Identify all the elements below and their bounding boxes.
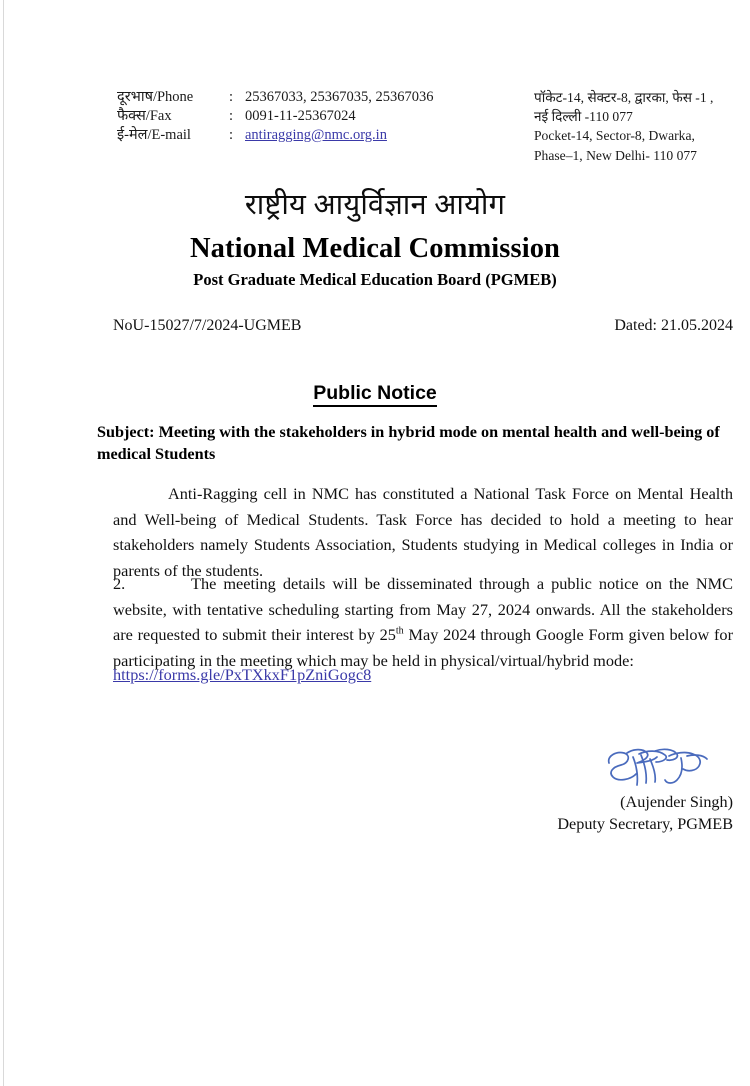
address-line-english-2: Phase–1, New Delhi- 110 077 [534, 147, 697, 163]
date-value: 21.05.2024 [661, 317, 733, 334]
paragraph-2-text-part-1: The meeting details will be disseminated through a public notice on the NMC website, with tentative scheduling starting from May 27, 2024 onwards. All the stakeholders are requested to submit their interest by 25 [113, 574, 733, 644]
subject-line: Subject: Meeting with the stakeholders in hybrid mode on mental health and well-being of medical Students [97, 423, 720, 463]
email-link[interactable]: antiragging@nmc.org.in [245, 127, 387, 143]
address-line-hindi-2: नई दिल्ली -110 077 [534, 109, 633, 125]
google-form-link[interactable]: https://forms.gle/PxTXkxF1pZniGogc8 [113, 665, 372, 684]
body-paragraph-1: Anti-Ragging cell in NMC has constituted a National Task Force on Mental Health and Well-being of Medical Students. Task Force has decided to hold a meeting to hear stakeholders namely Students Association, Students studying in Medical colleges in India or parents of the students. [113, 484, 733, 580]
paragraph-2-text-part-2: May 2024 through Google Form given below for participating in the meeting which may be held in physical/virtual/hybrid mode: [113, 625, 733, 670]
organization-title-hindi: राष्ट्रीय आयुर्विज्ञान आयोग [244, 189, 506, 221]
signature-block [433, 745, 733, 835]
contact-row-fax [117, 107, 434, 126]
page-title [0, 382, 750, 405]
signatory-name: (Aujender Singh) [620, 793, 733, 811]
ordinal-suffix: th [395, 625, 404, 637]
contact-details-table [117, 88, 434, 145]
office-address [534, 88, 713, 165]
address-line-english-1: Pocket-14, Sector-8, Dwarka, [534, 128, 695, 144]
date-label: Dated: [614, 317, 657, 334]
google-form-link-row [113, 663, 733, 686]
organization-title-english: National Medical Commission [189, 233, 561, 264]
contact-row-email [117, 126, 434, 145]
contact-row-phone [117, 88, 434, 107]
phone-colon: : [229, 89, 234, 105]
phone-value: 25367033, 25367035, 25367036 [245, 89, 434, 105]
signatory-designation: Deputy Secretary, PGMEB [557, 815, 733, 833]
email-cell [245, 126, 434, 145]
phone-label: दूरभाष/Phone [117, 89, 194, 105]
address-line-hindi-1: पॉकेट-14, सेक्टर-8, द्वारका, फेस -1 , [534, 90, 714, 105]
document-date [614, 315, 733, 336]
fax-colon: : [229, 108, 234, 124]
letterhead-header [0, 88, 750, 164]
page-title-text: Public Notice [313, 382, 437, 407]
email-colon: : [229, 127, 234, 143]
fax-label: फैक्स/Fax [117, 108, 172, 124]
organization-board-name: Post Graduate Medical Education Board (PGMEB) [193, 270, 557, 289]
email-label: ई-मेल/E-mail [117, 127, 191, 143]
handwritten-signature-icon [603, 745, 711, 789]
fax-value: 0091-11-25367024 [245, 108, 356, 124]
body-paragraph-2 [113, 571, 733, 673]
file-reference-number: NoU-15027/7/2024-UGMEB [113, 317, 302, 334]
paragraph-number: 2. [113, 574, 126, 593]
